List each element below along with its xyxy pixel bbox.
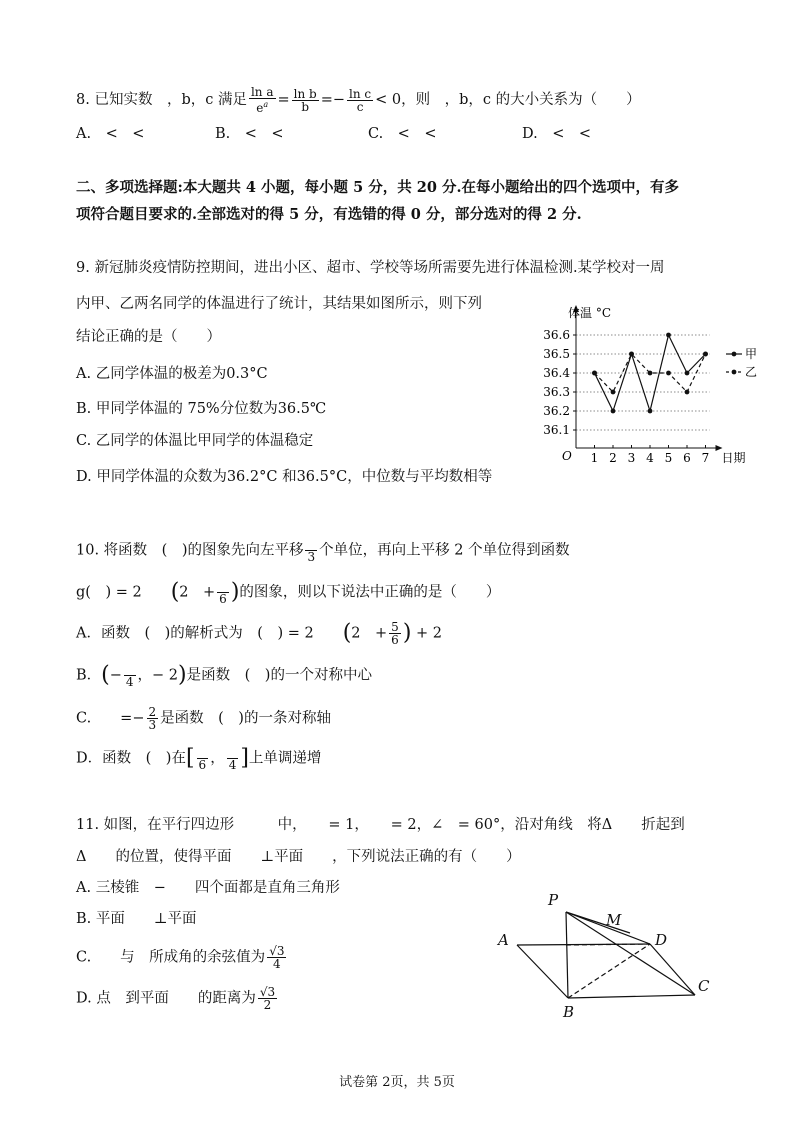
q9-line1: 9. 新冠肺炎疫情防控期间，进出小区、超市、学校等场所需要先进行体温检测.某学校对一周 — [76, 260, 665, 276]
x-tick-label: 4 — [646, 451, 654, 465]
x-tick-label: 3 — [627, 451, 636, 465]
x-tick-label: 7 — [701, 451, 710, 465]
y-axis-label: 体温 °C — [568, 306, 611, 320]
q9-option-a: A. 乙同学体温的极差为0.3°C — [76, 366, 268, 382]
label-m: M — [606, 911, 622, 929]
q10-option-a: A．函数 ( )的解析式为 ( ) = 2 (2 + $\frac{5}{6}$ ) + 2 — [76, 620, 442, 647]
edge-bc — [568, 995, 695, 998]
q8-frac1: $\frac{\text{ln a}}{e^a}$ — [250, 85, 274, 115]
q9-line2: 内甲、乙两名同学的体温进行了统计，其结果如图所示，则下列 — [76, 296, 482, 312]
q9-line3: 结论正确的是（ ） — [76, 329, 221, 345]
x-tick-label: 2 — [609, 451, 617, 465]
data-point — [666, 371, 671, 376]
y-tick-label: 36.4 — [543, 366, 570, 380]
q9-option-b: B. 甲同学体温的 75%分位数为36.5℃ — [76, 401, 327, 417]
x-tick-label: 5 — [664, 451, 673, 465]
data-point — [703, 352, 708, 357]
y-tick-label: 36.5 — [543, 347, 570, 361]
legend-marker — [732, 352, 737, 357]
legend-marker — [732, 370, 737, 375]
q10-option-b: B．(− 4 ，− 2)是函数 ( )的一个对称中心 — [76, 662, 372, 689]
q11-option-b: B. 平面 ⊥平面 — [76, 911, 197, 927]
section2-line1: 二、多项选择题:本大题共 4 小题，每小题 5 分，共 20 分.在每小题给出的四个选项中，有多 — [76, 179, 680, 196]
page-footer: 试卷第 2页，共 5页 — [339, 1075, 455, 1090]
q10-shift-frac: 3 — [305, 538, 317, 563]
edge-pb — [566, 912, 568, 998]
label-b: B — [563, 1003, 575, 1021]
q11-option-d: D. 点 到平面 的距离为 $\frac{√3}{2}$ — [76, 985, 276, 1012]
q9-option-d: D. 甲同学体温的众数为36.2°C 和36.5°C，中位数与平均数相等 — [76, 469, 493, 485]
q8-option-a: A. < < — [76, 126, 145, 142]
q11-option-c: C. 与 所成角的余弦值为 $\frac{√3}{4}$ — [76, 944, 285, 971]
q8-frac3: $\frac{\text{ln c}}{c}$ — [349, 86, 372, 114]
q11-line1: 11. 如图，在平行四边形 中， = 1， = 2，∠ = 60°，沿对角线 将Δ 折起到 — [76, 817, 685, 833]
x-axis-label: 日期 — [721, 451, 746, 465]
label-d: D — [655, 931, 668, 949]
q11-line2: Δ 的位置，使得平面 ⊥平面 ，下列说法正确的有（ ） — [76, 849, 521, 865]
q9-option-c: C. 乙同学的体温比甲同学的体温稳定 — [76, 433, 314, 449]
q8-option-b: B. < < — [215, 126, 284, 142]
data-point — [611, 390, 616, 395]
origin-label: O — [562, 449, 572, 463]
label-a: A — [498, 931, 509, 949]
pyramid-figure — [490, 885, 730, 1025]
data-point — [685, 390, 690, 395]
q8-stem: 8. 已知实数 ，b，c 满足 $\frac{\text{ln a}}{e^a}$ = $\frac{\text{ln b}}{b}$ =− $\frac{\text{ln c}}{c}$ < 0，则 ，b，c 的大小关系为（ ） — [76, 85, 641, 115]
edge-pc — [566, 912, 695, 995]
y-tick-label: 36.6 — [543, 328, 570, 342]
q11-option-a: A. 三棱锥 − 四个面都是直角三角形 — [76, 880, 340, 896]
x-tick-label: 1 — [590, 451, 599, 465]
edge-ab — [517, 945, 568, 998]
legend-label: 乙 — [745, 365, 758, 379]
edge-bd-dashed — [568, 944, 650, 998]
y-tick-label: 36.3 — [543, 385, 570, 399]
y-tick-label: 36.2 — [543, 404, 570, 418]
data-point — [592, 371, 597, 376]
data-point — [648, 409, 653, 414]
q10-line2: g( ) = 2 (2 + 6 )的图象，则以下说法中正确的是（ ） — [76, 579, 501, 606]
label-c: C — [698, 977, 710, 995]
legend-label: 甲 — [745, 347, 758, 361]
data-point — [611, 409, 616, 414]
q8-option-d: D. < < — [522, 126, 592, 142]
y-tick-label: 36.1 — [543, 423, 570, 437]
section2-line2: 项符合题目要求的.全部选对的得 5 分，有选错的得 0 分，部分选对的得 2 分. — [76, 206, 582, 223]
q10-line1: 10. 将函数 ( )的图象先向左平移 3 个单位，再向上平移 2 个单位得到函数 — [76, 538, 570, 563]
data-point — [666, 333, 671, 338]
data-point — [648, 371, 653, 376]
q10-option-d: D．函数 ( )在[ 6 ， 4 ]上单调递增 — [76, 745, 322, 772]
label-p: P — [548, 891, 559, 909]
x-tick-label: 6 — [683, 451, 691, 465]
q10-option-c: C. =− $\frac{2}{3}$ 是函数 ( )的一条对称轴 — [76, 705, 331, 732]
data-point — [629, 352, 634, 357]
data-point — [685, 371, 690, 376]
edge-cd — [650, 944, 695, 995]
q8-option-c: C. < < — [368, 126, 437, 142]
temperature-chart — [528, 298, 768, 468]
q8-frac2: $\frac{\text{ln b}}{b}$ — [293, 86, 317, 114]
